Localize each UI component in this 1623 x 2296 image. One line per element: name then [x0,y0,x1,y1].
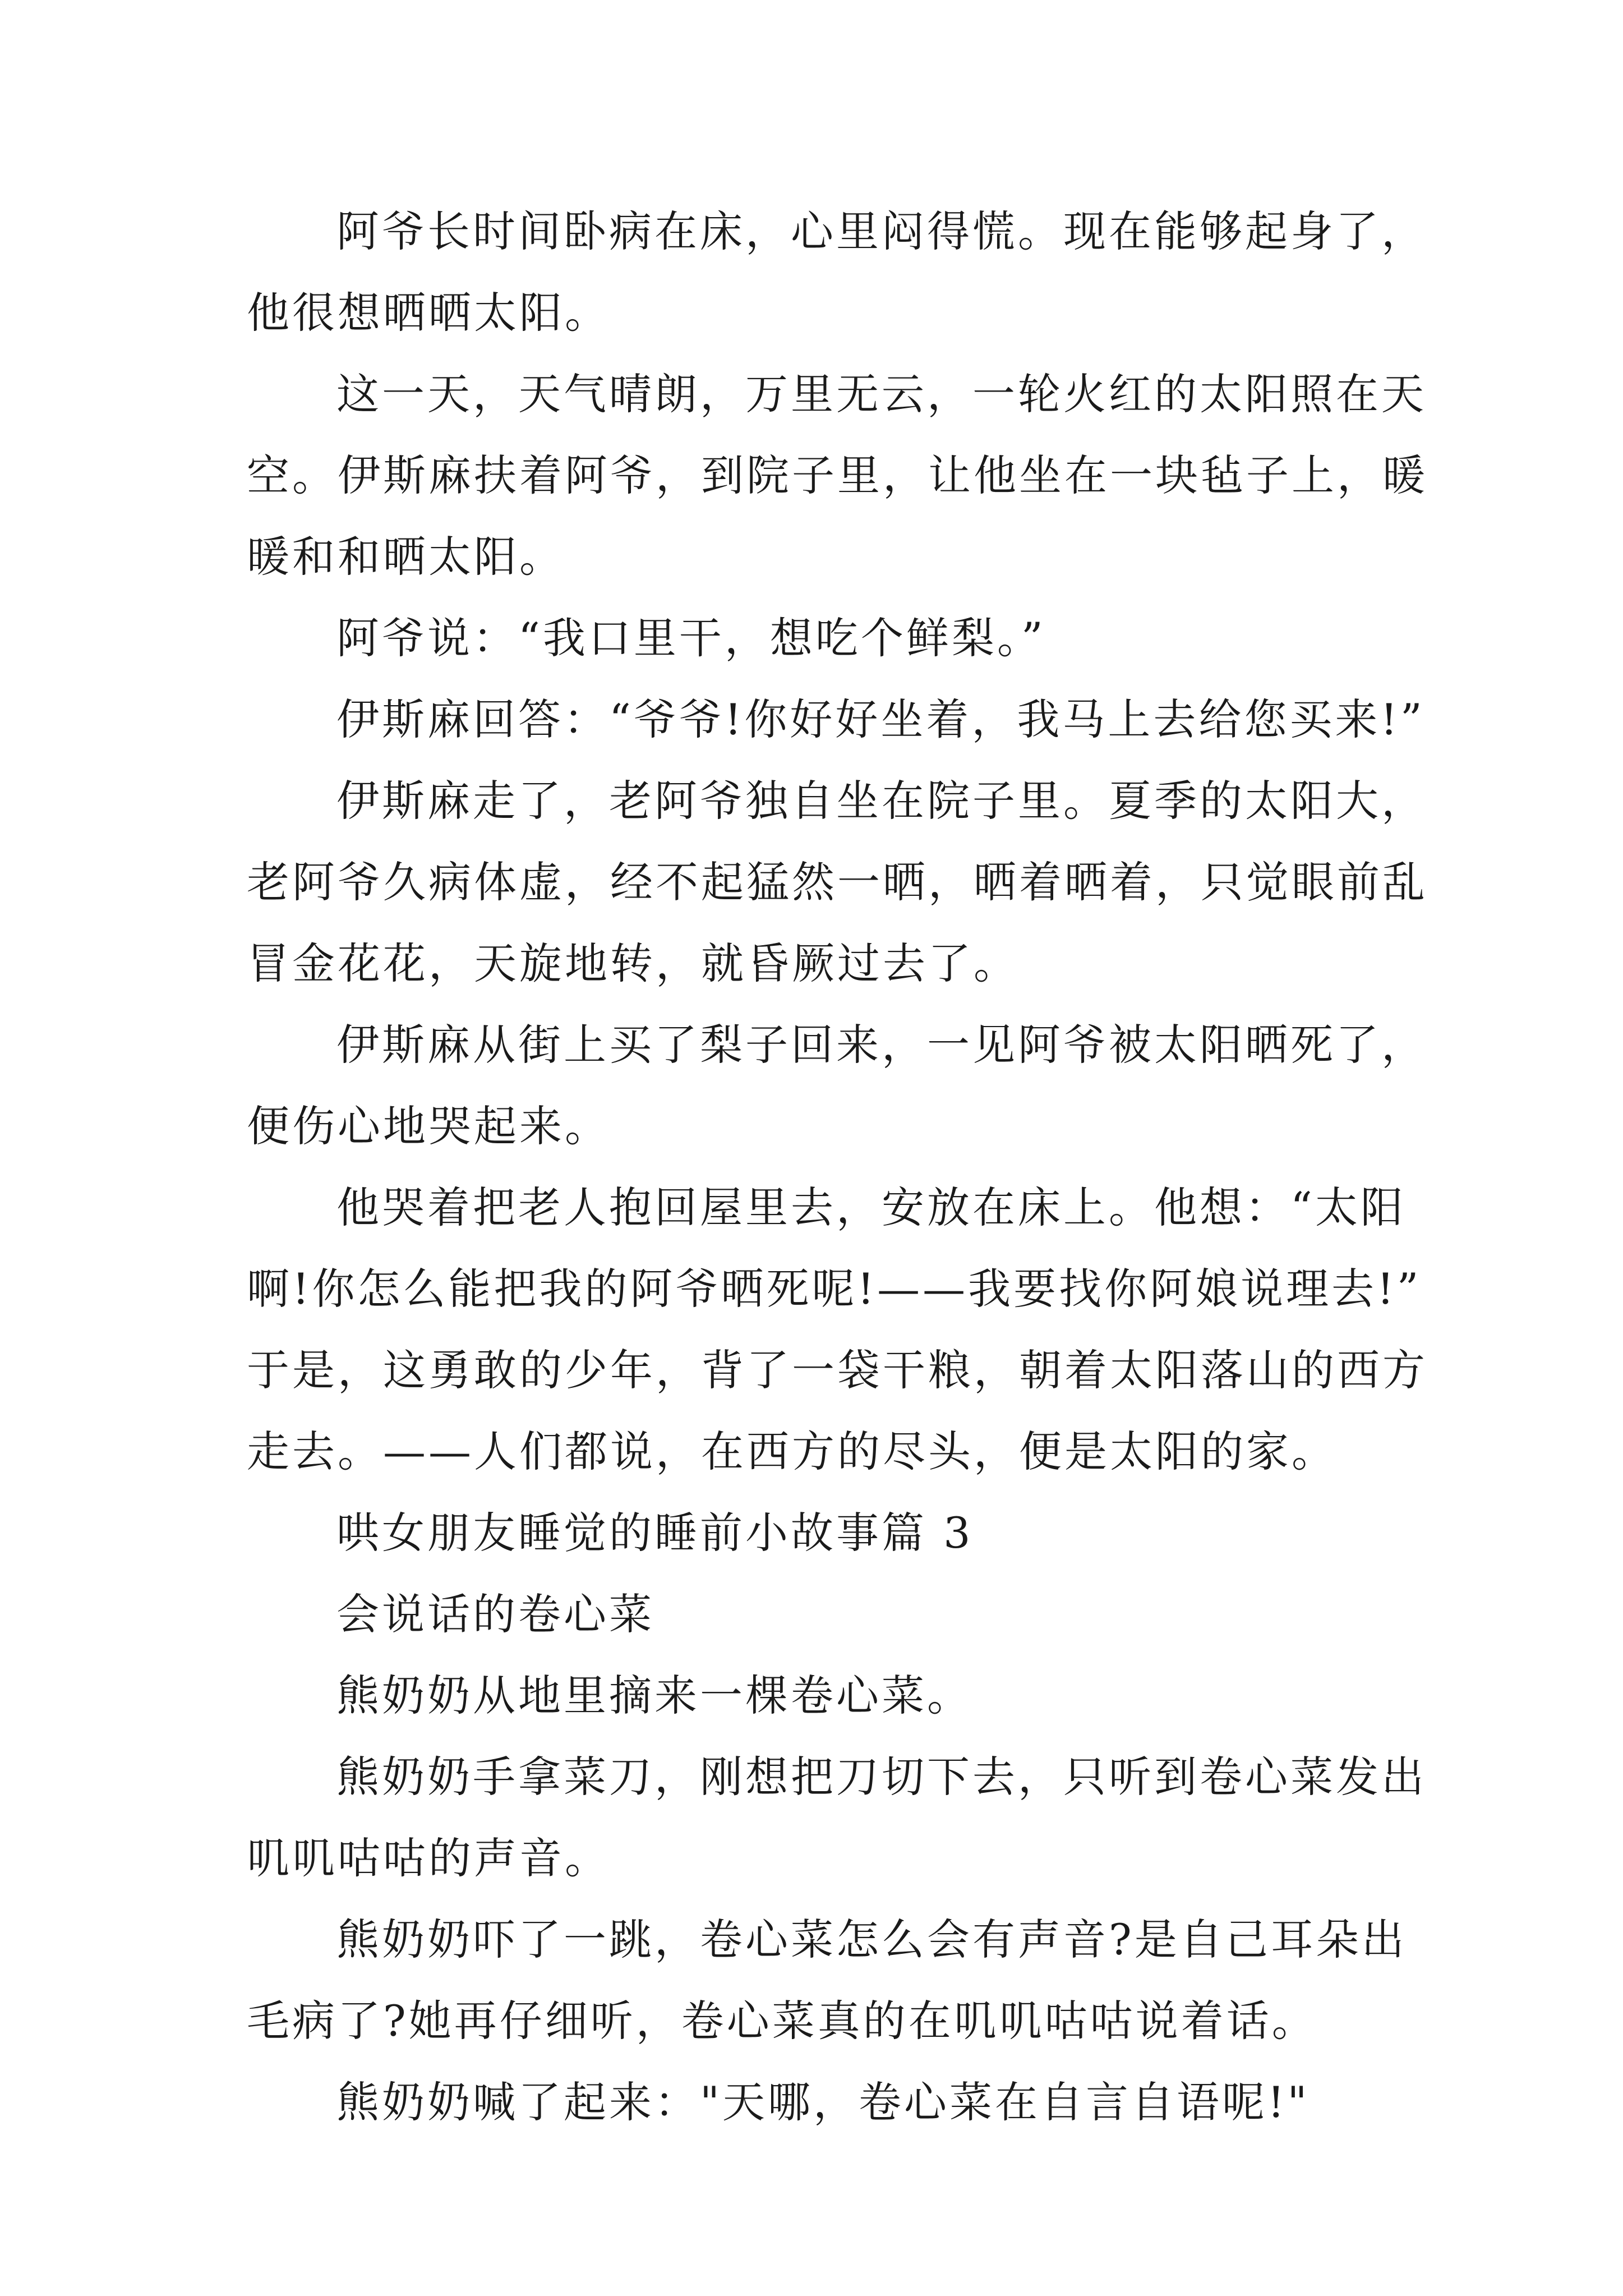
text-line: 毛病了?她再仔细听，卷心菜真的在叽叽咕咕说着话。 [247,1996,1317,2046]
text-line: 熊奶奶手拿菜刀，刚想把刀切下去，只听到卷心菜发出 [336,1752,1427,1802]
text-line: 他很想晒晒太阳。 [247,288,610,338]
story-title: 会说话的卷心菜 [336,1589,654,1639]
text-line: 阿爷长时间卧病在床，心里闷得慌。现在能够起身了， [336,206,1427,256]
text-line: 啊!你怎么能把我的阿爷晒死呢!——我要找你阿娘说理去!” [247,1264,1422,1314]
text-line: 他哭着把老人抱回屋里去，安放在床上。他想：“太阳 [336,1182,1406,1232]
text-line: 暖和和晒太阳。 [247,532,565,582]
text-line: 阿爷说：“我口里干，想吃个鲜梨。” [336,613,1046,663]
text-line: 伊斯麻回答：“爷爷!你好好坐着，我马上去给您买来!” [336,694,1425,744]
text-line: 熊奶奶吓了一跳，卷心菜怎么会有声音?是自己耳朵出 [336,1915,1407,1964]
text-line: 便伤心地哭起来。 [247,1101,610,1151]
text-line: 走去。——人们都说，在西方的尽头，便是太阳的家。 [247,1427,1337,1476]
text-line: 伊斯麻从街上买了梨子回来，一见阿爷被太阳晒死了， [336,1020,1427,1070]
story-text [247,191,1428,2143]
text-line: 老阿爷久病体虚，经不起猛然一晒，晒着晒着，只觉眼前乱 [247,857,1428,907]
text-line: 伊斯麻走了，老阿爷独自坐在院子里。夏季的太阳大， [336,776,1427,826]
text-line: 空。伊斯麻扶着阿爷，到院子里，让他坐在一块毡子上，暖 [247,450,1428,500]
text-line: 这一天，天气晴朗，万里无云，一轮火红的太阳照在天 [336,369,1427,419]
text-line: 熊奶奶喊了起来："天哪，卷心菜在自言自语呢!" [336,2077,1310,2127]
text-line: 于是，这勇敢的少年，背了一袋干粮，朝着太阳落山的西方 [247,1345,1428,1395]
text-line: 叽叽咕咕的声音。 [247,1833,610,1883]
section-heading: 哄女朋友睡觉的睡前小故事篇 3 [336,1508,974,1558]
text-line: 熊奶奶从地里摘来一棵卷心菜。 [336,1671,972,1720]
text-line: 冒金花花，天旋地转，就昏厥过去了。 [247,938,1019,988]
